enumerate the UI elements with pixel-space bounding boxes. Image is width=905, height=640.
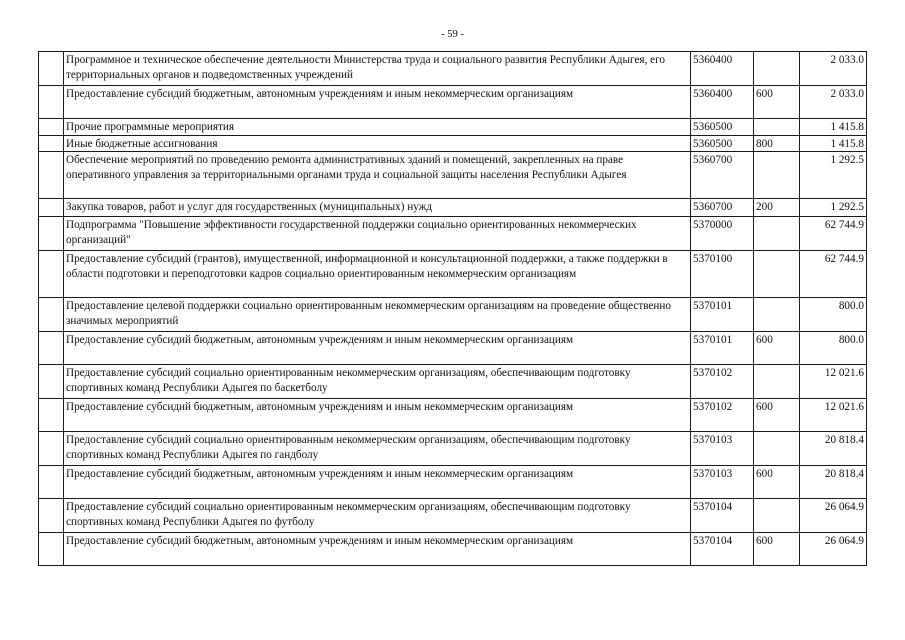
empty-cell [39,466,64,499]
item-name: Предоставление субсидий (грантов), имущественной, информационной и консультационной поддержки, а также поддержки в области подготовки и переподготовки кадров социально ориентированным некоммерческим организациям [64,251,691,298]
empty-cell [39,251,64,298]
page-number: - 59 - [441,29,464,40]
table-row [39,365,867,399]
target-code: 5370102 [691,399,754,432]
target-code: 5360700 [691,152,754,199]
target-code: 5370103 [691,432,754,466]
table-row [39,466,867,499]
item-name: Предоставление субсидий бюджетным, автономным учреждениям и иным некоммерческим организациям [64,86,691,119]
item-name: Предоставление субсидий бюджетным, автономным учреждениям и иным некоммерческим организациям [64,332,691,365]
amount: 26 064.9 [800,499,867,533]
expense-type [754,298,800,332]
amount: 2 033.0 [800,86,867,119]
amount: 800.0 [800,298,867,332]
expense-type: 600 [754,86,800,119]
amount: 20 818.4 [800,432,867,466]
table-row [39,119,867,136]
empty-cell [39,365,64,399]
table-row [39,152,867,199]
empty-cell [39,298,64,332]
expense-type [754,251,800,298]
table-row [39,217,867,251]
empty-cell [39,135,64,152]
empty-cell [39,119,64,136]
empty-cell [39,199,64,217]
target-code: 5370101 [691,332,754,365]
empty-cell [39,432,64,466]
empty-cell [39,399,64,432]
item-name: Программное и техническое обеспечение деятельности Министерства труда и социального развития Республики Адыгея, его территориальных органов и подведомственных учреждений [64,52,691,86]
item-name: Предоставление целевой поддержки социально ориентированным некоммерческим организациям на проведение общественно значимых мероприятий [64,298,691,332]
amount: 12 021.6 [800,399,867,432]
item-name: Прочие программные мероприятия [64,119,691,136]
table-row [39,499,867,533]
table-row [39,298,867,332]
expense-type: 600 [754,332,800,365]
empty-cell [39,86,64,119]
empty-cell [39,332,64,365]
item-name: Предоставление субсидий бюджетным, автономным учреждениям и иным некоммерческим организациям [64,533,691,566]
target-code: 5360500 [691,119,754,136]
budget-table [38,51,867,566]
target-code: 5370000 [691,217,754,251]
item-name: Иные бюджетные ассигнования [64,135,691,152]
item-name: Предоставление субсидий социально ориентированным некоммерческим организациям, обеспечивающим подготовку спортивных команд Республики Адыгея по баскетболу [64,365,691,399]
expense-type: 600 [754,399,800,432]
amount: 1 292.5 [800,152,867,199]
target-code: 5370102 [691,365,754,399]
table-row [39,432,867,466]
item-name: Предоставление субсидий бюджетным, автономным учреждениям и иным некоммерческим организациям [64,399,691,432]
expense-type [754,217,800,251]
empty-cell [39,52,64,86]
expense-type [754,365,800,399]
amount: 2 033.0 [800,52,867,86]
expense-type [754,52,800,86]
amount: 26 064.9 [800,533,867,566]
empty-cell [39,152,64,199]
table-row [39,399,867,432]
expense-type [754,432,800,466]
amount: 62 744.9 [800,251,867,298]
target-code: 5370100 [691,251,754,298]
target-code: 5360500 [691,135,754,152]
amount: 20 818.4 [800,466,867,499]
table-row [39,86,867,119]
expense-type: 200 [754,199,800,217]
table-row [39,251,867,298]
expense-type [754,152,800,199]
target-code: 5370104 [691,499,754,533]
item-name: Предоставление субсидий социально ориентированным некоммерческим организациям, обеспечивающим подготовку спортивных команд Республики Адыгея по гандболу [64,432,691,466]
target-code: 5360700 [691,199,754,217]
amount: 62 744.9 [800,217,867,251]
expense-type: 800 [754,135,800,152]
expense-type [754,119,800,136]
expense-type: 600 [754,533,800,566]
amount: 1 292.5 [800,199,867,217]
target-code: 5360400 [691,52,754,86]
table-row [39,135,867,152]
table-row [39,332,867,365]
amount: 800.0 [800,332,867,365]
amount: 1 415.8 [800,135,867,152]
empty-cell [39,217,64,251]
amount: 12 021.6 [800,365,867,399]
empty-cell [39,499,64,533]
item-name: Предоставление субсидий социально ориентированным некоммерческим организациям, обеспечивающим подготовку спортивных команд Республики Адыгея по футболу [64,499,691,533]
empty-cell [39,533,64,566]
item-name: Подпрограмма "Повышение эффективности государственной поддержки социально ориентированных некоммерческих организаций" [64,217,691,251]
item-name: Закупка товаров, работ и услуг для государственных (муниципальных) нужд [64,199,691,217]
amount: 1 415.8 [800,119,867,136]
expense-type [754,499,800,533]
table-row [39,199,867,217]
target-code: 5360400 [691,86,754,119]
target-code: 5370101 [691,298,754,332]
item-name: Предоставление субсидий бюджетным, автономным учреждениям и иным некоммерческим организациям [64,466,691,499]
target-code: 5370103 [691,466,754,499]
table-row [39,533,867,566]
expense-type: 600 [754,466,800,499]
table-row [39,52,867,86]
target-code: 5370104 [691,533,754,566]
item-name: Обеспечение мероприятий по проведению ремонта административных зданий и помещений, закрепленных на праве оперативного управления за территориальными органами труда и социальной защиты населения Республики Адыгея [64,152,691,199]
